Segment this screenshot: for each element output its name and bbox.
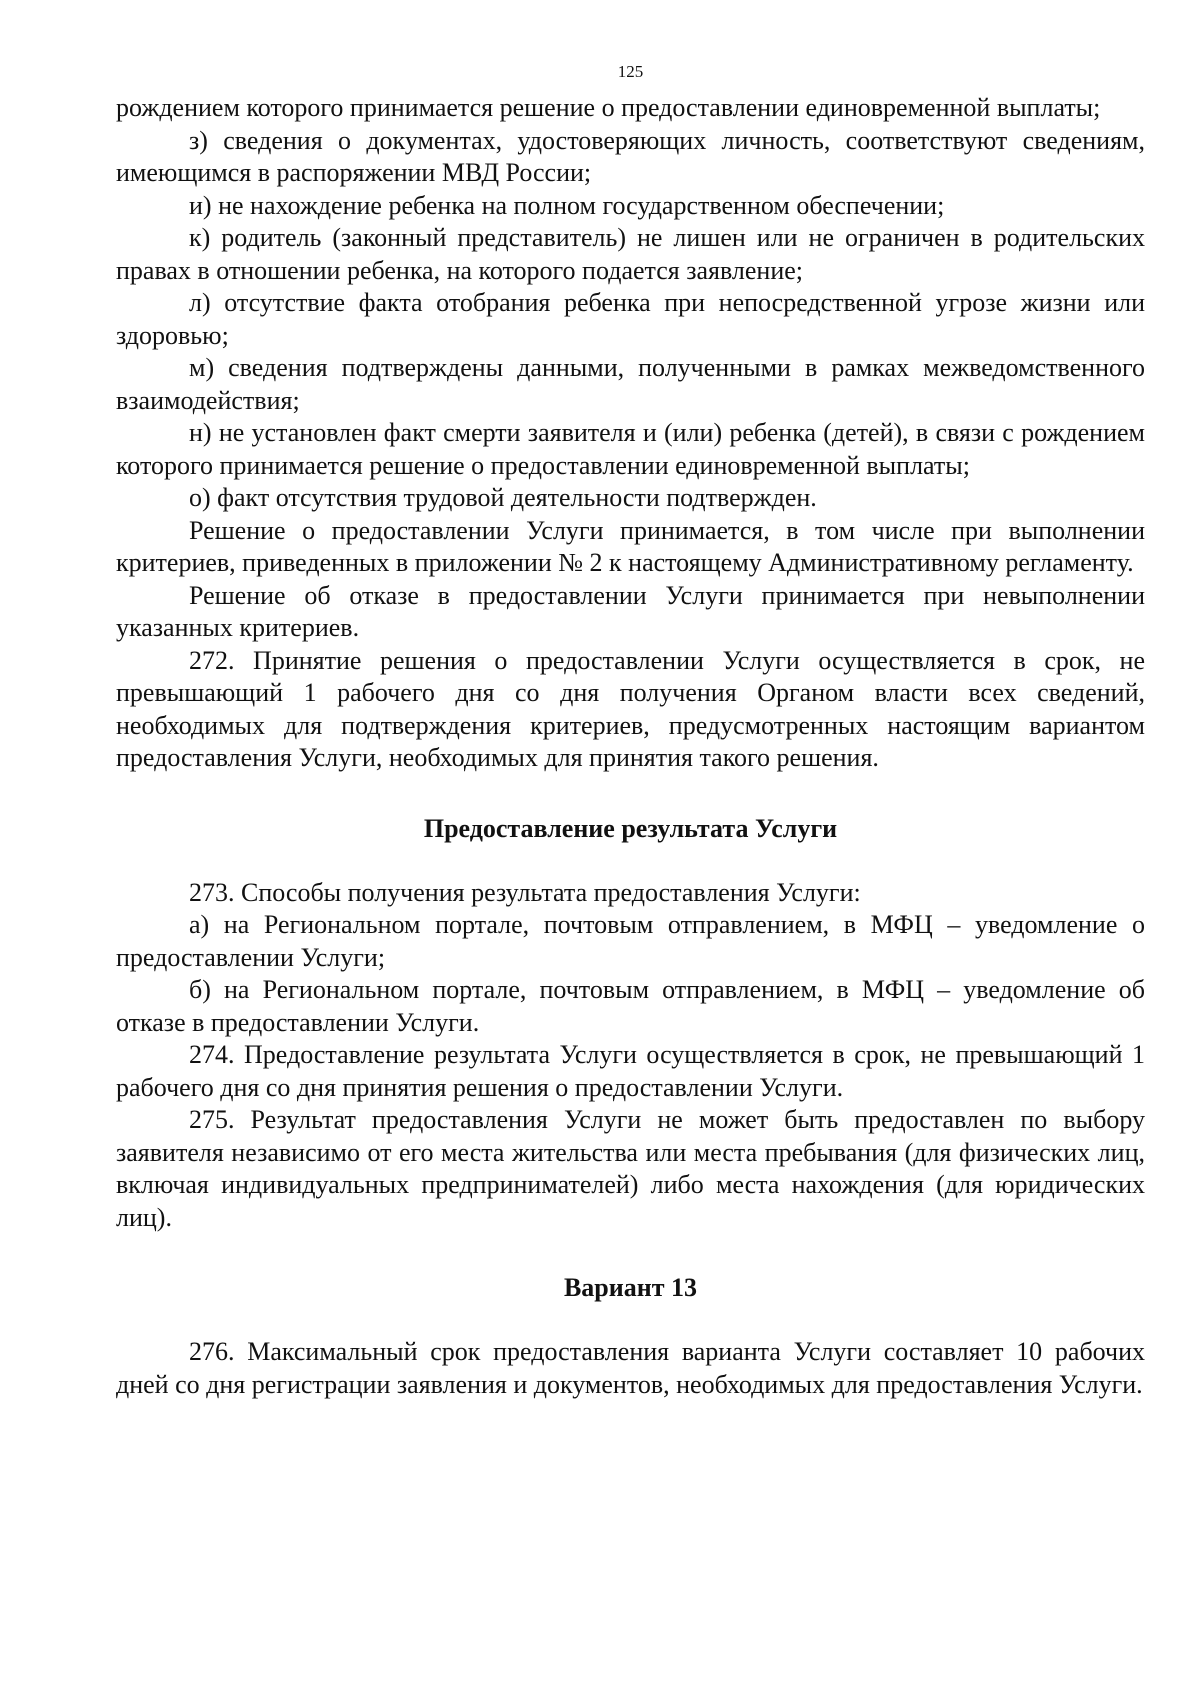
section-variant	[116, 1336, 1145, 1401]
paragraph: 272. Принятие решения о предоставлении Услуги осуществляется в срок, не превышающий 1 рабочего дня со дня получения Органом власти всех сведений, необходимых для подтверждения критериев, предусмотренных настоящим вариантом предоставления Услуги, необходимых для принятия такого решения.	[116, 645, 1145, 772]
paragraph: м) сведения подтверждены данными, полученными в рамках межведомственного взаимодействия;	[116, 353, 1145, 415]
paragraph: 273. Способы получения результата предоставления Услуги:	[189, 877, 861, 907]
section-heading-variant: Вариант 13	[563, 1273, 698, 1302]
paragraph: Решение о предоставлении Услуги принимается, в том числе при выполнении критериев, приведенных в приложении № 2 к настоящему Административному регламенту.	[116, 515, 1145, 577]
paragraph: л) отсутствие факта отобрания ребенка при непосредственной угрозе жизни или здоровью;	[116, 288, 1145, 350]
paragraph: рождением которого принимается решение о предоставлении единовременной выплаты;	[116, 93, 1101, 122]
section-result	[116, 877, 1145, 1235]
paragraph: б) на Региональном портале, почтовым отправлением, в МФЦ – уведомление об отказе в предоставлении Услуги.	[116, 975, 1145, 1037]
section-heading-result: Предоставление результата Услуги	[423, 813, 838, 843]
paragraph: 276. Максимальный срок предоставления варианта Услуги составляет 10 рабочих дней со дня регистрации заявления и документов, необходимых для предоставления Услуги.	[116, 1337, 1145, 1399]
section-criteria	[116, 92, 1145, 775]
page-number: 125	[617, 62, 644, 81]
paragraph: а) на Региональном портале, почтовым отправлением, в МФЦ – уведомление о предоставлении Услуги;	[116, 910, 1145, 972]
paragraph: з) сведения о документах, удостоверяющих личность, соответствуют сведениям, имеющимся в распоряжении МВД России;	[116, 125, 1145, 187]
paragraph: н) не установлен факт смерти заявителя и (или) ребенка (детей), в связи с рождением которого принимается решение о предоставлении единовременной выплаты;	[116, 418, 1145, 480]
paragraph: к) родитель (законный представитель) не лишен или не ограничен в родительских правах в отношении ребенка, на которого подается заявление;	[116, 223, 1145, 285]
paragraph: 274. Предоставление результата Услуги осуществляется в срок, не превышающий 1 рабочего дня со дня принятия решения о предоставлении Услуги.	[116, 1040, 1145, 1102]
paragraph: Решение об отказе в предоставлении Услуги принимается при невыполнении указанных критериев.	[116, 580, 1145, 642]
paragraph: и) не нахождение ребенка на полном государственном обеспечении;	[189, 190, 945, 220]
paragraph: 275. Результат предоставления Услуги не может быть предоставлен по выбору заявителя независимо от его места жительства или места пребывания (для физических лиц, включая индивидуальных предпринимателей) либо места нахождения (для юридических лиц).	[116, 1105, 1145, 1232]
paragraph: о) факт отсутствия трудовой деятельности подтвержден.	[189, 483, 817, 512]
